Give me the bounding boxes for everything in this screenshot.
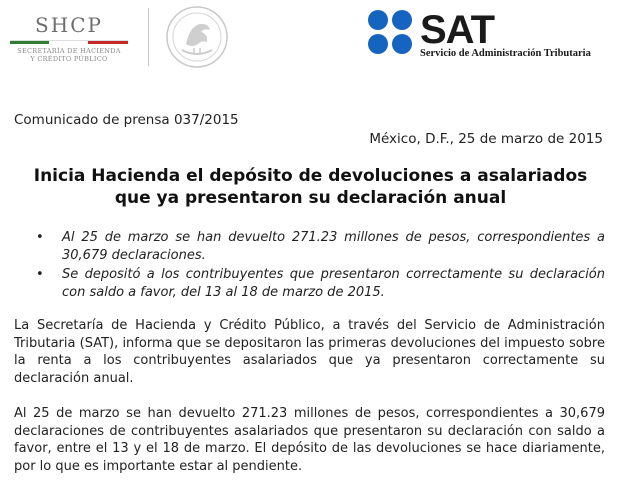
national-seal-icon	[164, 4, 230, 70]
sat-dots-icon	[366, 8, 416, 58]
headline-line1: Inicia Hacienda el depósito de devoluciones a asalariados	[33, 166, 588, 186]
tricolor-rule	[10, 40, 128, 44]
sat-full-name: Servicio de Administración Tributaria	[420, 48, 591, 59]
bullet-text: Al 25 de marzo se han devuelto 271.23 millones de pesos, correspondientes a 30,679 declaraciones.	[62, 230, 605, 263]
list-item	[30, 266, 605, 301]
bullet-text: Se depositó a los contribuyentes que presentaron correctamente su declaración con saldo a favor, del 13 al 18 de marzo de 2015.	[62, 267, 605, 300]
bullet-icon: •	[36, 230, 44, 245]
sat-logo	[366, 8, 616, 68]
shcp-subtitle	[10, 47, 128, 63]
press-release-number: Comunicado de prensa 037/2015	[14, 112, 239, 128]
page-title	[14, 165, 607, 209]
body-paragraph: La Secretaría de Hacienda y Crédito Público, a través del Servicio de Administración Tributaria (SAT), informa que se depositaron las primeras devoluciones del impuesto sobre la renta a los contribuyentes asalariados que ya presentaron correctamente su declaración anual.	[14, 318, 605, 386]
shcp-subtitle-line1: SECRETARÍA DE HACIENDA	[17, 47, 121, 55]
highlights-list	[30, 229, 605, 303]
bullet-icon: •	[36, 267, 44, 282]
logo-divider	[148, 8, 149, 66]
place-date: México, D.F., 25 de marzo de 2015	[369, 131, 603, 147]
list-item	[30, 229, 605, 264]
body-paragraph: Al 25 de marzo se han devuelto 271.23 millones de pesos, correspondientes a 30,679 declaraciones de contribuyentes asalariados que presentaron su declaración con saldo a favor, entre el 13 y el 18 de marzo. El depósito de las devoluciones se hace diariamente, por lo que es importante estar al pendiente.	[14, 406, 605, 474]
document-header	[0, 0, 627, 80]
headline-line2: que ya presentaron su declaración anual	[114, 188, 507, 208]
shcp-logo	[10, 14, 140, 63]
shcp-acronym: SHCP	[35, 13, 103, 37]
shcp-subtitle-line2: Y CRÉDITO PÚBLICO	[30, 55, 108, 63]
sat-acronym: SAT	[420, 8, 495, 52]
